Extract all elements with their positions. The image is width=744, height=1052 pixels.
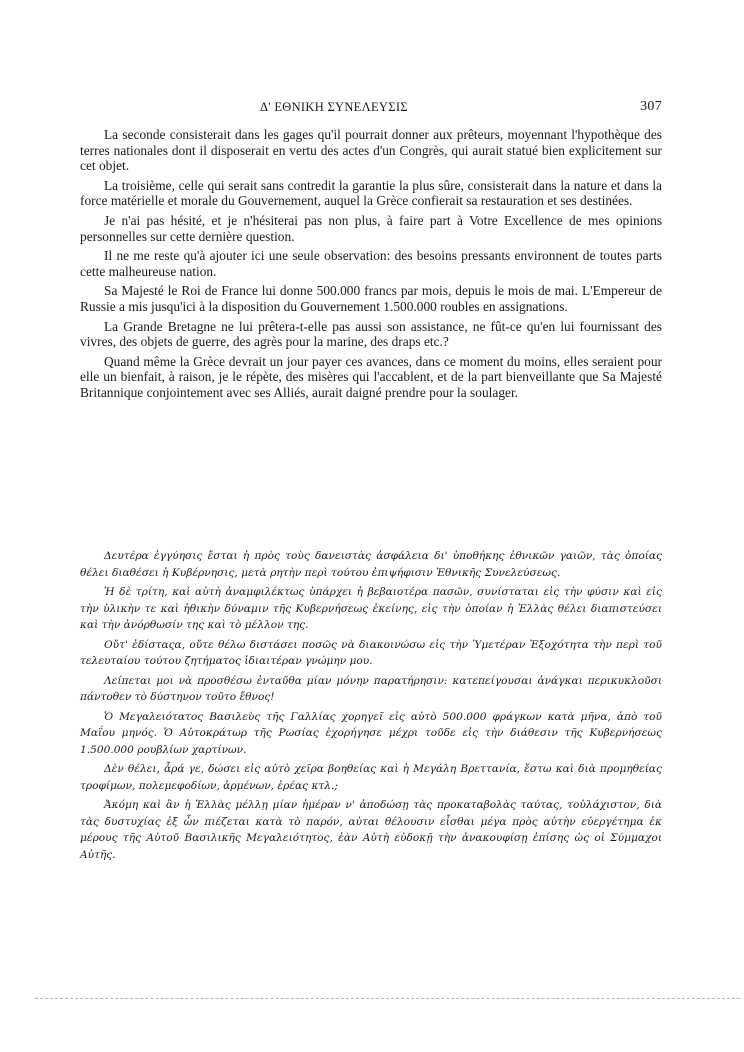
- greek-paragraph: Ἀκόμη καὶ ἂν ἡ Ἑλλὰς μέλλῃ μίαν ἡμέραν ν' ἀποδώσῃ τὰς προκαταβολὰς ταύτας, τοὐλάχιστον, διὰ τὰς δυστυχίας ἐξ ὧν πιέζεται κατὰ τὸ παρόν, αὐται θέλουσιν εἶσθαι μέγα πρὸς αὐτὴν εὐεργέτημα ἐκ μέρους τῆς Αὐτοῦ Βασιλικῆς Μεγαλειότητος, ἐὰν Αὐτὴ εὐδοκῇ τὴν ἀνακουφίσῃ ἐπίσης ὡς οἱ Σύμμαχοι Αὐτῆς.: [80, 799, 662, 861]
- french-paragraph: Il ne me reste qu'à ajouter ici une seule observation: des besoins pressants environnent de toutes parts cette malheureuse nation.: [80, 248, 662, 279]
- greek-paragraph: Λείπεται μοι νὰ προσθέσω ἐνταῦθα μίαν μόνην παρατήρησιν: κατεπείγουσαι ἀνάγκαι περικυκλοῦσι πάντοθεν τὸ δύστηνον τοῦτο ἔθνος!: [80, 674, 662, 703]
- french-paragraph: La troisième, celle qui serait sans contredit la garantie la plus sûre, consisterait dans la nature et dans la force matérielle et morale du Gouvernement, auquel la Grèce confierait sa restauration et ses destinées.: [80, 177, 662, 209]
- greek-paragraph: Οὔτ' ἐδίσταςα, οὔτε θέλω διστάσει ποσῶς νὰ διακοινώσω εἰς τὴν Ὑμετέραν Ἐξοχότητα τὴν περὶ τοῦ τελευταίου τούτου ζητήματος ἰδιαιτέραν γνώμην μου.: [80, 638, 662, 667]
- greek-paragraph: Ὁ Μεγαλειότατος Βασιλεὺς τῆς Γαλλίας χορηγεῖ εἰς αὐτὸ 500.000 φράγκων κατὰ μῆνα, ἀπὸ τοῦ Μαΐου μηνός. Ὁ Αὐτοκράτωρ τῆς Ρωσίας ἐχορήγησε μέχρι τοῦδε εἰς τὴν διάθεσιν τῆς Κυβερνήσεως 1.500.000 ρουβλίων χαρτίνων.: [80, 710, 662, 756]
- french-paragraph: Je n'ai pas hésité, et je n'hésiterai pas non plus, à faire part à Votre Excellence de mes opinions personnelles sur cette dernière question.: [80, 212, 662, 244]
- french-paragraph: La seconde consisterait dans les gages qu'il pourrait donner aux prêteurs, moyennant l'hypothèque des terres nationales dont il disposerait en vertu des actes d'un Congrès, qui aurait statué bien explicitement sur cet objet.: [80, 127, 662, 174]
- greek-paragraph: Ἡ δὲ τρίτη, καὶ αὐτὴ ἀναμφιλέκτως ὑπάρχει ἡ βεβαιοτέρα πασῶν, συνίσταται εἰς τὴν φύσιν καὶ εἰς τὴν ὑλικὴν τε καὶ ἠθικὴν δύναμιν τῆς Κυβερνήσεως ἐκείνης, εἰς τὴν ὁποίαν ἡ Ἑλλὰς θέλει διαπιστεύσει καὶ τὴν ἀνόρθωσίν της καὶ τὸ μέλλον της.: [80, 586, 662, 631]
- greek-translation-block: [80, 548, 662, 863]
- running-head: [80, 100, 662, 120]
- french-paragraph: La Grande Bretagne ne lui prêtera-t-elle pas aussi son assistance, ne fût-ce qu'en lui fournissant des vivres, des objets de guerre, des agrès pour la marine, des draps etc.?: [80, 318, 662, 350]
- french-paragraph: Quand même la Grèce devrait un jour payer ces avances, dans ce moment du moins, elles seraient pour elle un bienfait, à raison, je le répète, des misères qui l'accablent, et de la part bienveillante que Sa Majesté Britannique conjointement avec ses Alliés, aurait daigné prendre pour la soulager.: [80, 353, 662, 400]
- french-paragraph: Sa Majesté le Roi de France lui donne 500.000 francs par mois, depuis le mois de mai. L'Empereur de Russie a mis jusqu'ici à la disposition du Gouvernement 1.500.000 roubles en assignations.: [80, 283, 662, 314]
- scan-edge-line: [35, 998, 740, 999]
- running-title: Δ' ΕΘΝΙΚΗ ΣΥΝΕΛΕΥΣΙΣ: [260, 100, 408, 114]
- page-number: 307: [640, 99, 662, 114]
- greek-paragraph: Δὲν θέλει, ἆρά γε, δώσει εἰς αὐτὸ χεῖρα βοηθείας καὶ ἡ Μεγάλη Βρεττανία, ἔστω καὶ διὰ προμηθείας τροφίμων, πολεμεφοδίων, ἀρμένων, ἐρέας κτλ.;: [80, 763, 662, 792]
- greek-paragraph: Δευτέρα ἐγγύησις ἔσται ἡ πρὸς τοὺς δανειστὰς ἀσφάλεια δι' ὑποθήκης ἐθνικῶν γαιῶν, τὰς ὁποίας θέλει διαθέσει ἡ Κυβέρνησις, μετὰ ρητὴν περὶ τούτου ἐπιψήφισιν Ἐθνικῆς Συνελεύσεως.: [80, 550, 662, 579]
- french-text-block: [80, 127, 662, 401]
